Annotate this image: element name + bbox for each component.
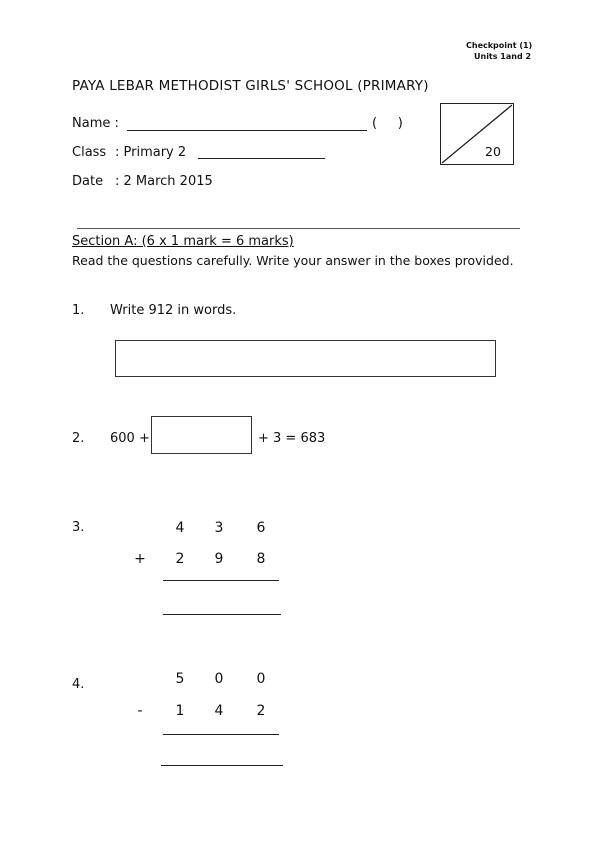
q1-text: Write 912 in words. — [110, 303, 237, 318]
register-number-field[interactable]: ( ) — [372, 116, 403, 131]
q1-number: 1. — [72, 303, 85, 318]
q4-answer-line — [161, 765, 283, 766]
q3-answer-area[interactable] — [163, 582, 279, 614]
q4-top-ones: 0 — [256, 671, 266, 687]
q4-answer-area[interactable] — [163, 736, 279, 765]
q3-answer-line — [163, 614, 281, 615]
section-title: Section A: (6 x 1 mark = 6 marks) — [72, 234, 294, 249]
q2-number: 2. — [72, 431, 85, 446]
q4-number: 4. — [72, 677, 85, 692]
score-total: 20 — [485, 144, 501, 159]
score-box[interactable] — [440, 103, 514, 165]
q2-suffix: + 3 = 683 — [258, 431, 326, 446]
checkpoint-label: Checkpoint (1) — [466, 41, 533, 50]
q4-difference-line — [163, 734, 279, 735]
name-field[interactable] — [127, 130, 367, 131]
school-title: PAYA LEBAR METHODIST GIRLS' SCHOOL (PRIMARY) — [72, 78, 429, 94]
score-diagonal — [441, 104, 513, 164]
q2-prefix: 600 + — [110, 431, 150, 446]
q1-answer-box[interactable] — [115, 340, 496, 377]
date-label: Date — [72, 174, 104, 189]
q3-bottom-ones: 8 — [256, 551, 266, 567]
q4-top-tens: 0 — [214, 671, 224, 687]
q3-top-hundreds: 4 — [175, 520, 185, 536]
q4-bottom-ones: 2 — [256, 703, 266, 719]
q2-answer-box[interactable] — [151, 416, 252, 454]
q4-operator: - — [137, 703, 143, 719]
section-instruction: Read the questions carefully. Write your answer in the boxes provided. — [72, 253, 514, 268]
q4-bottom-hundreds: 1 — [175, 703, 185, 719]
q3-number: 3. — [72, 520, 85, 535]
q4-top-hundreds: 5 — [175, 671, 185, 687]
q3-bottom-hundreds: 2 — [175, 551, 185, 567]
class-label: Class — [72, 145, 107, 160]
class-field[interactable] — [198, 158, 325, 159]
q3-operator: + — [134, 551, 146, 567]
separator-line — [77, 228, 520, 229]
name-label: Name : — [72, 116, 119, 131]
q4-bottom-tens: 4 — [214, 703, 224, 719]
q3-sum-line — [163, 580, 279, 581]
class-value: : Primary 2 — [115, 145, 187, 160]
q3-bottom-tens: 9 — [214, 551, 224, 567]
units-label: Units 1and 2 — [474, 52, 532, 61]
q3-top-tens: 3 — [214, 520, 224, 536]
q3-top-ones: 6 — [256, 520, 266, 536]
date-value: : 2 March 2015 — [115, 174, 213, 189]
